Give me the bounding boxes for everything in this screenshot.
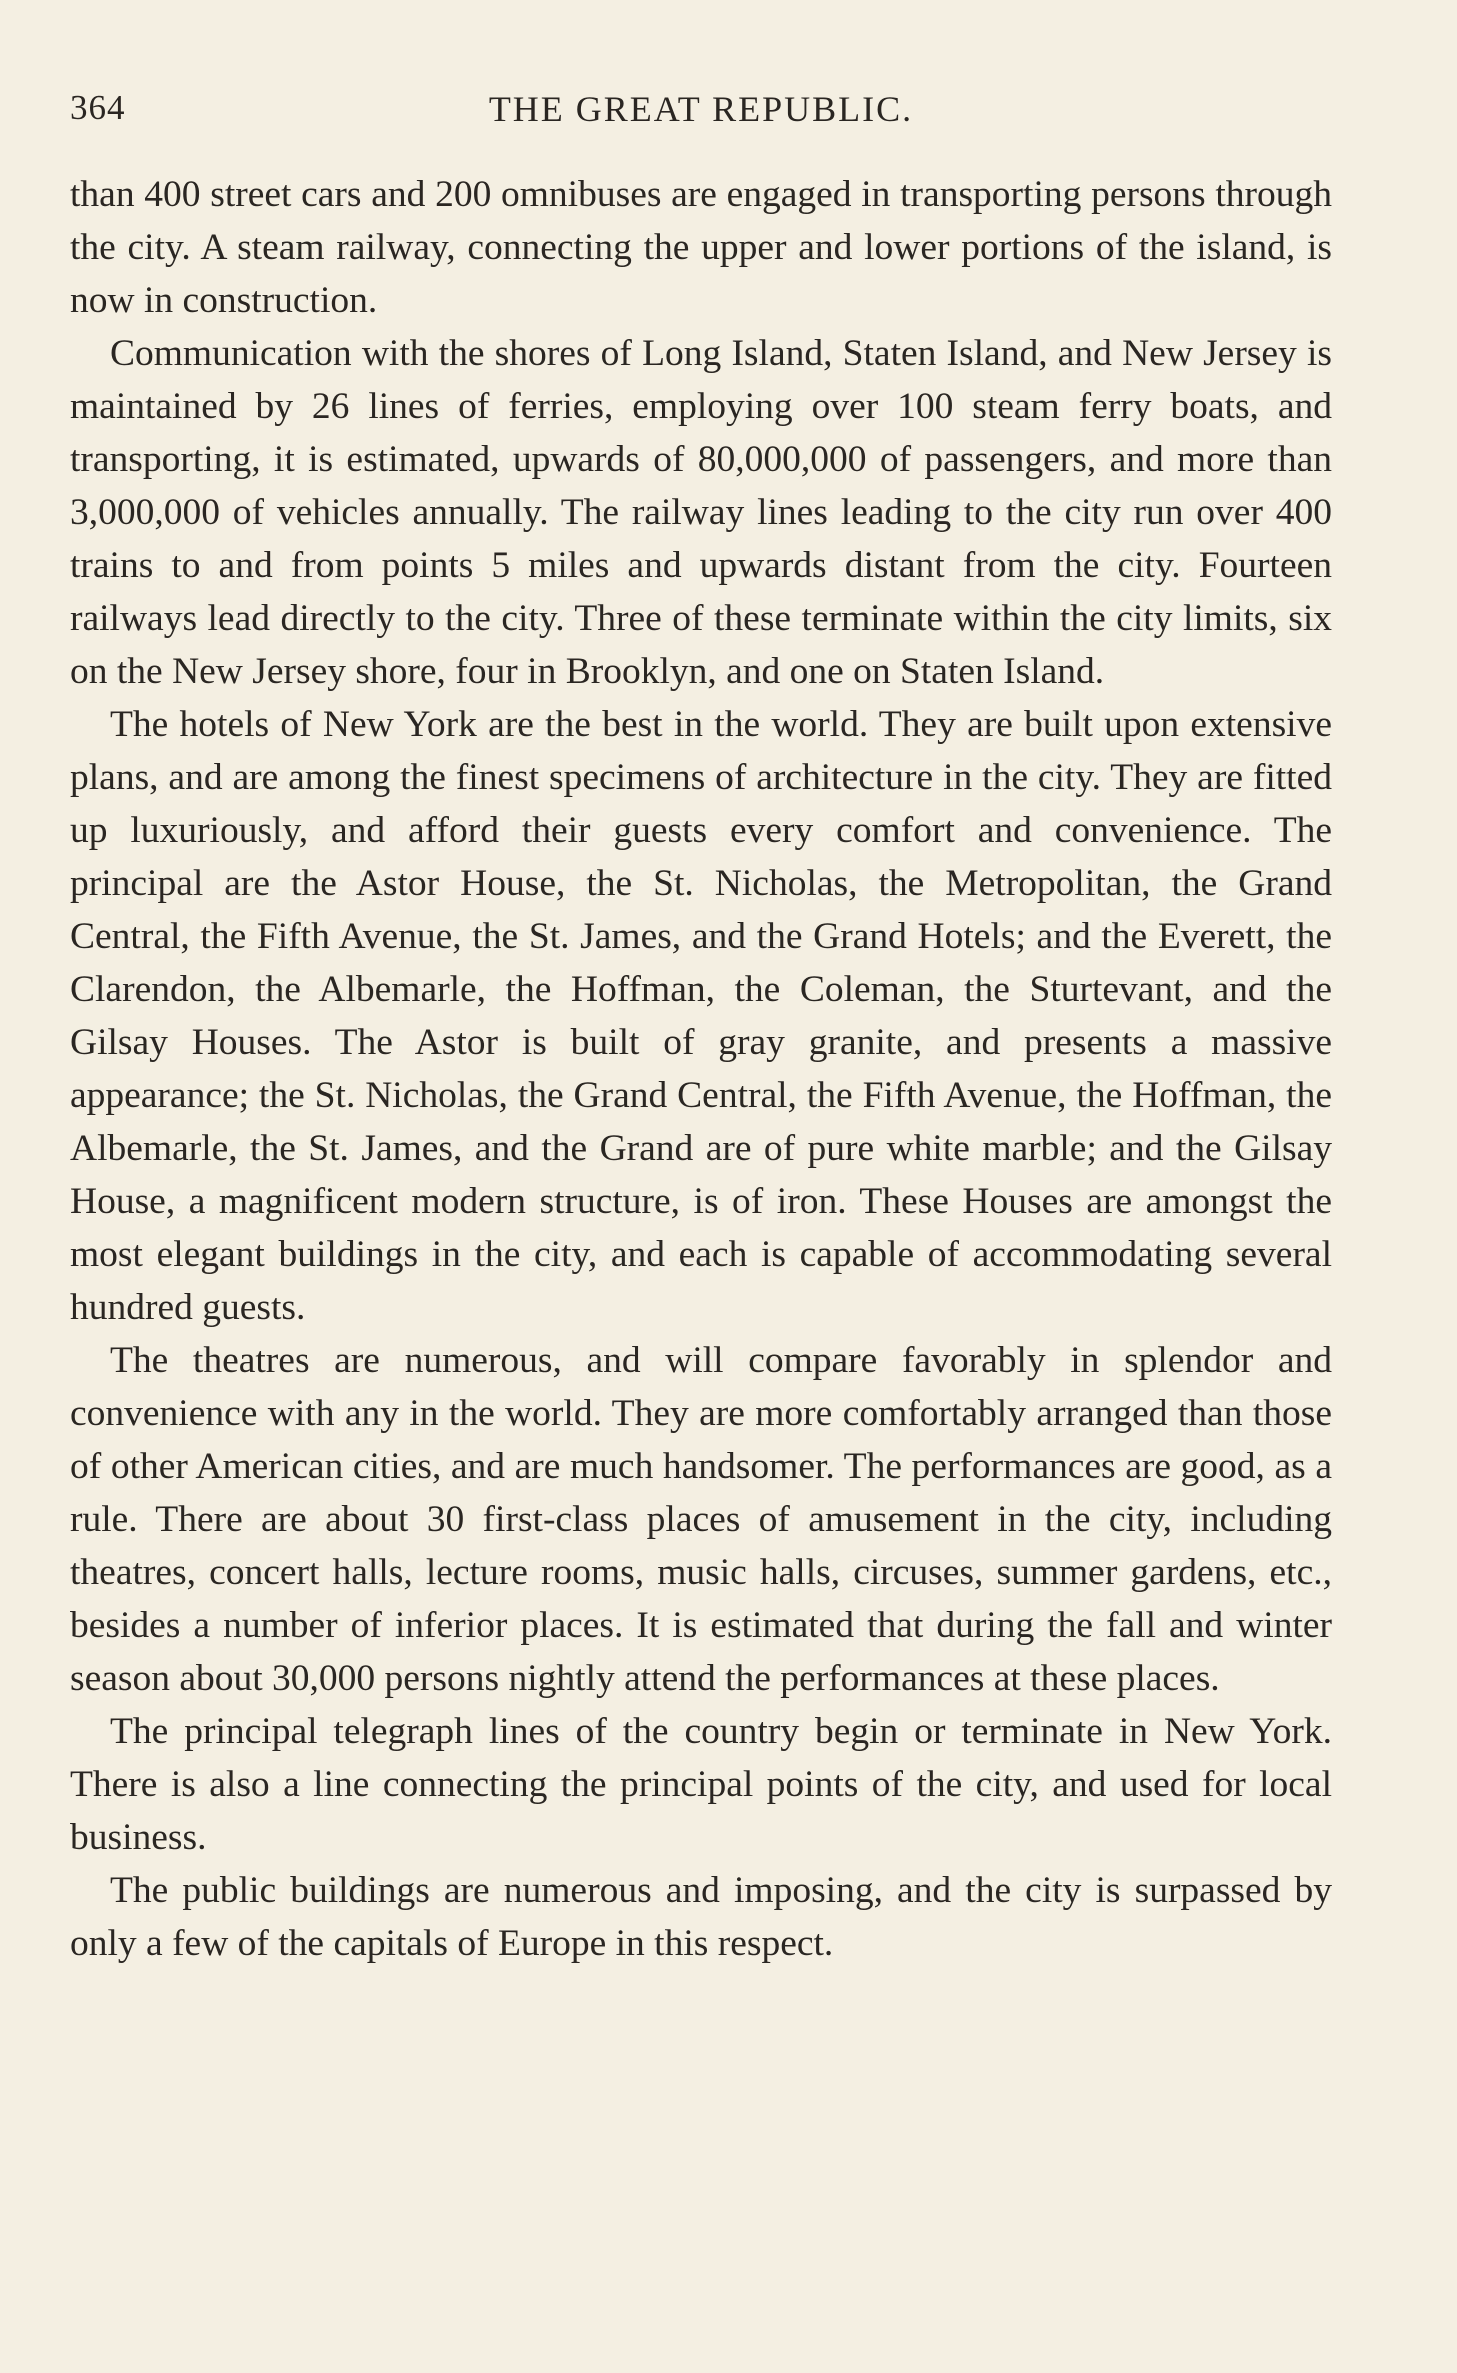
paragraph-theatres: The theatres are numerous, and will compare favorably in splendor and convenience with any in the world. They are more comfortably arranged than those of other American cities, and are much handsomer. The performances are good, as a rule. There are about 30 first-class places of amusement in the city, including theatres, concert halls, lecture rooms, music halls, circuses, summer gardens, etc., besides a number of inferior places. It is estimated that during the fall and winter season about 30,000 persons nightly attend the performances at these places. bbox=[70, 1340, 1332, 1699]
page-number: 364 bbox=[70, 88, 126, 127]
book-page bbox=[70, 88, 1332, 1970]
body-text bbox=[70, 168, 1332, 1970]
paragraph-communication: Communication with the shores of Long Island, Staten Island, and New Jersey is maintained by 26 lines of ferries, employing over 100 steam ferry boats, and transporting, it is estimated, upwards of 80,000,000 of passengers, and more than 3,000,000 of vehicles annually. The railway lines leading to the city run over 400 trains to and from points 5 miles and upwards distant from the city. Fourteen railways lead directly to the city. Three of these terminate within the city limits, six on the New Jersey shore, four in Brooklyn, and one on Staten Island. bbox=[70, 333, 1332, 692]
paragraph-hotels: The hotels of New York are the best in the world. They are built upon extensive plans, and are among the finest specimens of architecture in the city. They are fitted up luxuriously, and afford their guests every comfort and convenience. The principal are the Astor House, the St. Nicholas, the Metropolitan, the Grand Central, the Fifth Avenue, the St. James, and the Grand Hotels; and the Everett, the Clarendon, the Albemarle, the Hoffman, the Coleman, the Sturtevant, and the Gilsay Houses. The Astor is built of gray granite, and presents a massive appearance; the St. Nicholas, the Grand Central, the Fifth Avenue, the Hoffman, the Albemarle, the St. James, and the Grand are of pure white marble; and the Gilsay House, a magnificent modern structure, is of iron. These Houses are amongst the most elegant buildings in the city, and each is capable of accommodating several hundred guests. bbox=[70, 704, 1332, 1328]
paragraph-telegraph: The principal telegraph lines of the country begin or terminate in New York. There is also a line connecting the principal points of the city, and used for local business. bbox=[70, 1711, 1332, 1858]
running-title: THE GREAT REPUBLIC. bbox=[488, 89, 914, 129]
paragraph-public-buildings: The public buildings are numerous and imposing, and the city is surpassed by only a few of the capitals of Europe in this respect. bbox=[70, 1870, 1332, 1964]
paragraph-continuation: than 400 street cars and 200 omnibuses are engaged in transporting persons through the city. A steam railway, connecting the upper and lower portions of the island, is now in construction. bbox=[70, 174, 1332, 321]
running-head bbox=[70, 88, 1332, 140]
